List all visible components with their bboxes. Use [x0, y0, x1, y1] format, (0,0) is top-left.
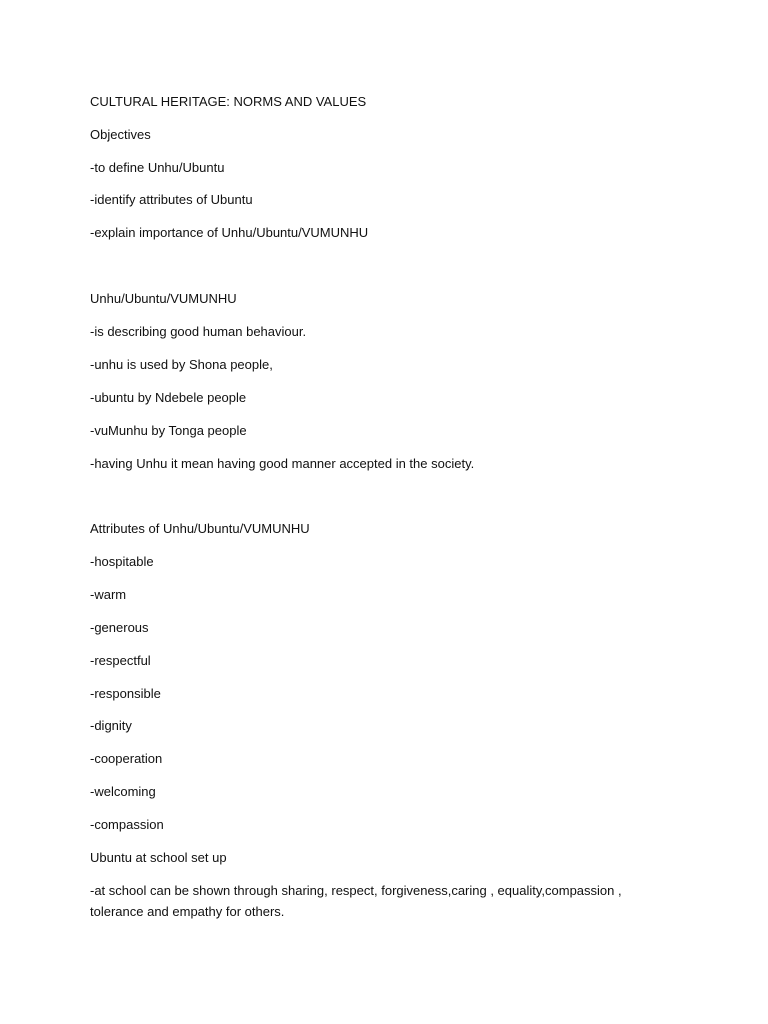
objective-item: -identify attributes of Ubuntu — [90, 192, 253, 207]
definition-line: -ubuntu by Ndebele people — [90, 390, 247, 405]
definition-line: -unhu is used by Shona people, — [90, 357, 273, 372]
attribute-item: -dignity — [90, 718, 132, 733]
attribute-item: -generous — [90, 620, 149, 635]
document-title: CULTURAL HERITAGE: NORMS AND VALUES — [90, 94, 367, 109]
definition-line: -is describing good human behaviour. — [90, 324, 307, 339]
attribute-item: -compassion — [90, 817, 164, 832]
attribute-item: -respectful — [90, 653, 151, 668]
school-heading: Ubuntu at school set up — [90, 850, 227, 865]
objective-item: -to define Unhu/Ubuntu — [90, 160, 225, 175]
attribute-item: -hospitable — [90, 554, 154, 569]
definition-line: -having Unhu it mean having good manner accepted in the society. — [90, 456, 475, 471]
definition-heading: Unhu/Ubuntu/VUMUNHU — [90, 291, 237, 306]
school-paragraph: -at school can be shown through sharing, respect, forgiveness,caring , equality,compassion , tolerance and empathy for others. — [90, 883, 622, 919]
objectives-heading: Objectives — [90, 127, 151, 142]
attribute-item: -welcoming — [90, 784, 156, 799]
attribute-item: -responsible — [90, 686, 161, 701]
attribute-item: -warm — [90, 587, 127, 602]
attributes-heading: Attributes of Unhu/Ubuntu/VUMUNHU — [90, 521, 310, 536]
objective-item: -explain importance of Unhu/Ubuntu/VUMUNHU — [90, 225, 369, 240]
attribute-item: -cooperation — [90, 751, 163, 766]
definition-line: -vuMunhu by Tonga people — [90, 423, 247, 438]
